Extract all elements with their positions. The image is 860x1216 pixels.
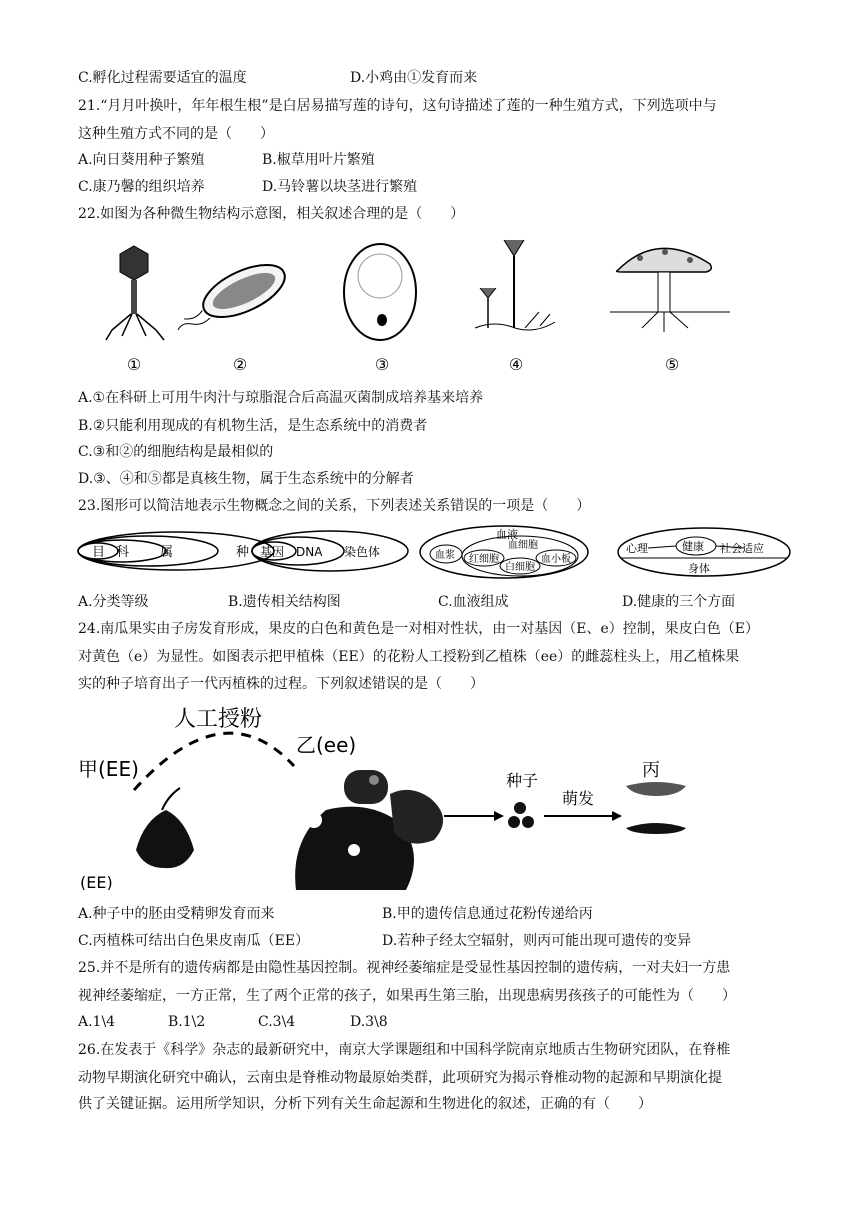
label-1: ① [126,355,142,374]
seeds-drawing [508,802,534,828]
bacterium-drawing [176,254,293,337]
label-3: ③ [374,355,390,374]
q25-stem-line1: 25.并不是所有的遗传病都是由隐性基因控制。视神经萎缩症是受显性基因控制的遗传病，一对夫妇一方患 [78,960,731,976]
svg-text:红细胞: 红细胞 [469,554,499,565]
q26-stem-line1: 26.在发表于《科学》杂志的最新研究中，南京大学课题组和中国科学院南京地质古生物研究团队，在脊椎 [78,1042,731,1058]
label-pollination: 人工授粉 [174,707,263,732]
svg-text:血细胞: 血细胞 [508,540,538,551]
q23-option-b: B.遗传相关结构图 [228,594,341,610]
label-2: ② [232,355,248,374]
q26-stem-line3: 供了关键证据。运用所学知识，分析下列有关生命起源和生物进化的叙述，正确的有（ ） [78,1096,652,1112]
svg-text:健康: 健康 [682,540,704,553]
q25-option-a: A.1\4 [78,1014,116,1030]
q24-option-b: B.甲的遗传信息通过花粉传递给丙 [382,906,593,922]
q21-stem-line2: 这种生殖方式不同的是（ ） [78,126,274,142]
label-bing: 丙 [642,760,660,781]
svg-text:染色体: 染色体 [344,545,381,559]
svg-text:科: 科 [116,545,130,560]
q21-option-b: B.椒草用叶片繁殖 [262,152,375,168]
q25-option-d: D.3\8 [350,1014,388,1030]
svg-text:身体: 身体 [688,562,710,575]
mushroom-drawing [610,248,730,332]
mold-drawing [475,240,555,330]
svg-text:血液: 血液 [496,528,518,541]
q24-pollination-figure [74,700,714,890]
svg-text:社会适应: 社会适应 [720,542,764,555]
q24-option-a: A.种子中的胚由受精卵发育而来 [78,906,275,922]
label-yi: 乙(ee) [296,733,357,757]
svg-text:DNA: DNA [296,545,323,559]
q23-option-c: C.血液组成 [438,594,509,610]
q24-option-c: C.丙植株可结出白色果皮南瓜（EE） [78,933,310,949]
q25-stem-line2: 视神经萎缩症，一方正常，生了两个正常的孩子，如果再生第三胎，出现患病男孩孩子的可能性为（ ） [78,988,736,1004]
label-jia: 甲(EE) [78,757,139,781]
q24-stem-line3: 实的种子培育出子一代丙植株的过程。下列叙述错误的是（ ） [78,676,484,692]
q22-option-a: A.①在科研上可用牛肉汁与琼脂混合后高温灭菌制成培养基来培养 [78,390,484,406]
label-seed: 种子 [506,771,539,790]
q22-option-c: C.③和②的细胞结构是最相似的 [78,444,274,460]
svg-text:心理: 心理 [626,542,648,555]
q22-stem: 22.如图为各种微生物结构示意图，相关叙述合理的是（ ） [78,206,465,222]
q22-microbe-figure [70,236,790,381]
q21-stem-line1: 21.“月月叶换叶，年年根生根”是白居易描写莲的诗句，这句诗描述了莲的一种生殖方式，下列选项中与 [78,98,717,114]
q23-stem: 23.图形可以简洁地表示生物概念之间的关系，下列表述关系错误的一项是（ ） [78,498,591,514]
yeast-cell-drawing [344,244,416,340]
q26-stem-line2: 动物早期演化研究中确认，云南虫是脊椎动物最原始类群，此项研究为揭示脊椎动物的起源和早期演化提 [78,1070,722,1086]
svg-text:基因: 基因 [260,545,285,559]
svg-text:白细胞: 白细胞 [505,562,535,573]
q24-stem-line1: 24.南瓜果实由子房发育形成，果皮的白色和黄色是一对相对性状，由一对基因（E、e）控制，果皮白色（E） [78,621,759,637]
svg-text:血浆: 血浆 [435,550,455,561]
svg-text:血小板: 血小板 [541,554,571,565]
svg-text:属: 属 [160,545,174,560]
q20-option-d: D.小鸡由①发育而来 [350,70,478,86]
q24-stem-line2: 对黄色（e）为显性。如图表示把甲植株（EE）的花粉人工授粉到乙植株（ee）的雌蕊柱头上，用乙植株果 [78,649,740,665]
label-germination: 萌发 [562,789,595,808]
label-4: ④ [508,355,524,374]
label-bottom-ee: (EE) [80,873,113,890]
q21-option-d: D.马铃薯以块茎进行繁殖 [262,179,418,195]
plant-yi-drawing [295,770,443,890]
q23-option-d: D.健康的三个方面 [622,594,736,610]
plant-bing-drawing [626,782,686,834]
q23-option-a: A.分类等级 [78,594,149,610]
q24-option-d: D.若种子经太空辐射，则丙可能出现可遗传的变异 [382,933,692,949]
svg-text:目: 目 [92,545,106,560]
svg-text:种: 种 [236,545,250,560]
diagram-genetics [252,531,408,571]
diagram-classification [78,532,274,570]
bacteriophage-drawing [106,246,164,340]
plant-jia-drawing [136,788,194,868]
q20-option-c: C.孵化过程需要适宜的温度 [78,70,247,86]
q25-option-b: B.1\2 [168,1014,206,1030]
q22-option-d: D.③、④和⑤都是真核生物，属于生态系统中的分解者 [78,471,414,487]
diagram-health [618,528,790,576]
diagram-blood [420,526,588,578]
q22-option-b: B.②只能利用现成的有机物生活，是生态系统中的消费者 [78,418,428,434]
q21-option-c: C.康乃馨的组织培养 [78,179,205,195]
q21-option-a: A.向日葵用种子繁殖 [78,152,205,168]
q25-option-c: C.3\4 [258,1014,296,1030]
q23-concept-diagrams [76,524,796,580]
label-5: ⑤ [664,355,680,374]
